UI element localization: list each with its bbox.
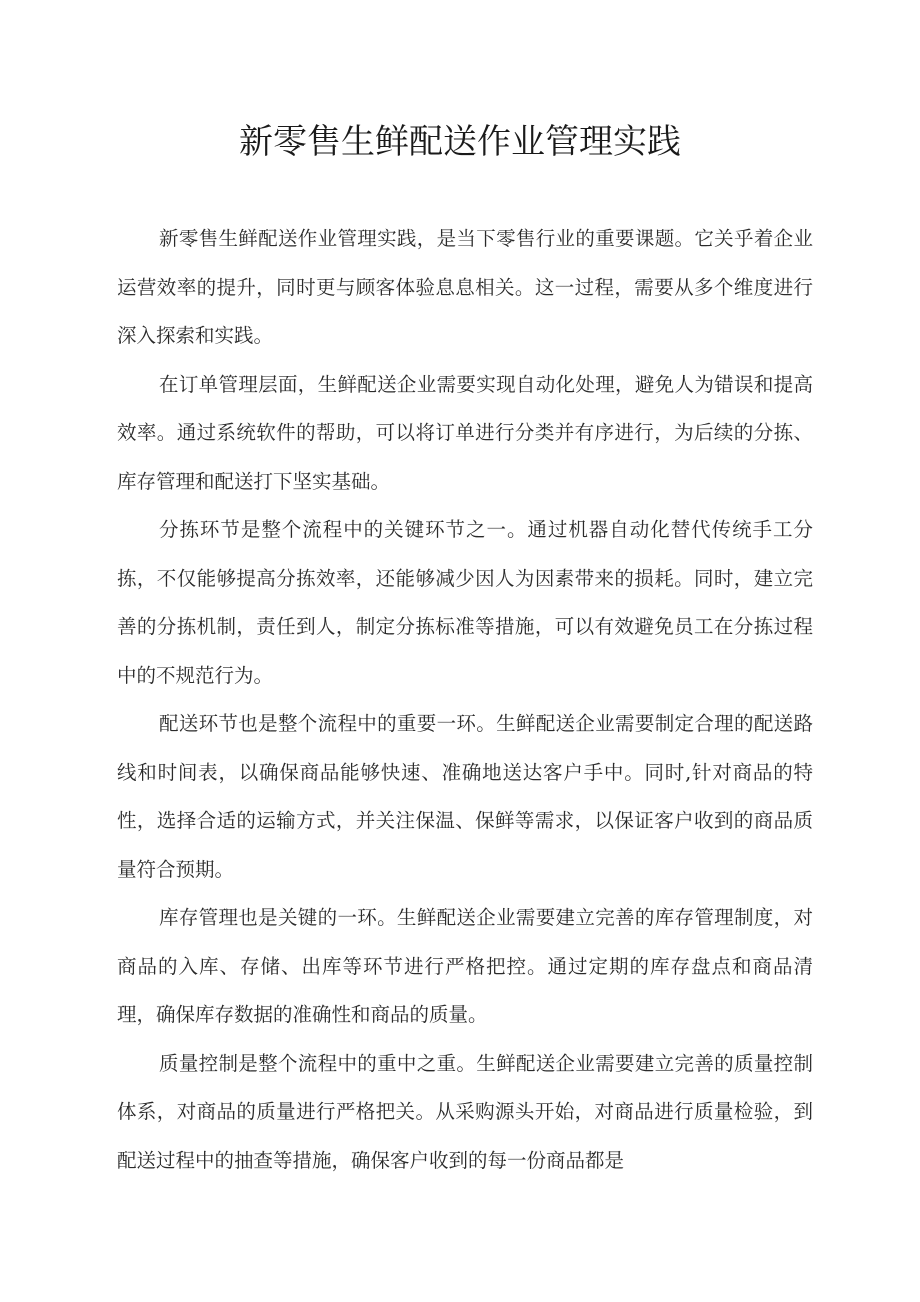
document-body: [117, 215, 813, 1185]
paragraph: 分拣环节是整个流程中的关键环节之一。通过机器自动化替代传统手工分拣，不仅能够提高分拣效率，还能够减少因人为因素带来的损耗。同时，建立完善的分拣机制，责任到人，制定分拣标准等措施，可以有效避免员工在分拣过程中的不规范行为。: [117, 518, 813, 687]
document-title: 新零售生鲜配送作业管理实践: [239, 122, 681, 162]
paragraph: 新零售生鲜配送作业管理实践，是当下零售行业的重要课题。它关乎着企业运营效率的提升，同时更与顾客体验息息相关。这一过程，需要从多个维度进行深入探索和实践。: [117, 227, 813, 347]
paragraph: 质量控制是整个流程中的重中之重。生鲜配送企业需要建立完善的质量控制体系，对商品的质量进行严格把关。从采购源头开始，对商品进行质量检验，到配送过程中的抽查等措施，确保客户收到的每一份商品都是: [117, 1051, 813, 1172]
paragraph: 配送环节也是整个流程中的重要一环。生鲜配送企业需要制定合理的配送路线和时间表，以确保商品能够快速、准确地送达客户手中。同时,针对商品的特性，选择合适的运输方式，并关注保温、保鲜等需求，以保证客户收到的商品质量符合预期。: [117, 712, 813, 881]
paragraph: 库存管理也是关键的一环。生鲜配送企业需要建立完善的库存管理制度，对商品的入库、存储、出库等环节进行严格把控。通过定期的库存盘点和商品清理，确保库存数据的准确性和商品的质量。: [117, 906, 813, 1026]
paragraph: 在订单管理层面，生鲜配送企业需要实现自动化处理，避免人为错误和提高效率。通过系统软件的帮助，可以将订单进行分类并有序进行，为后续的分拣、库存管理和配送打下坚实基础。: [117, 372, 813, 493]
